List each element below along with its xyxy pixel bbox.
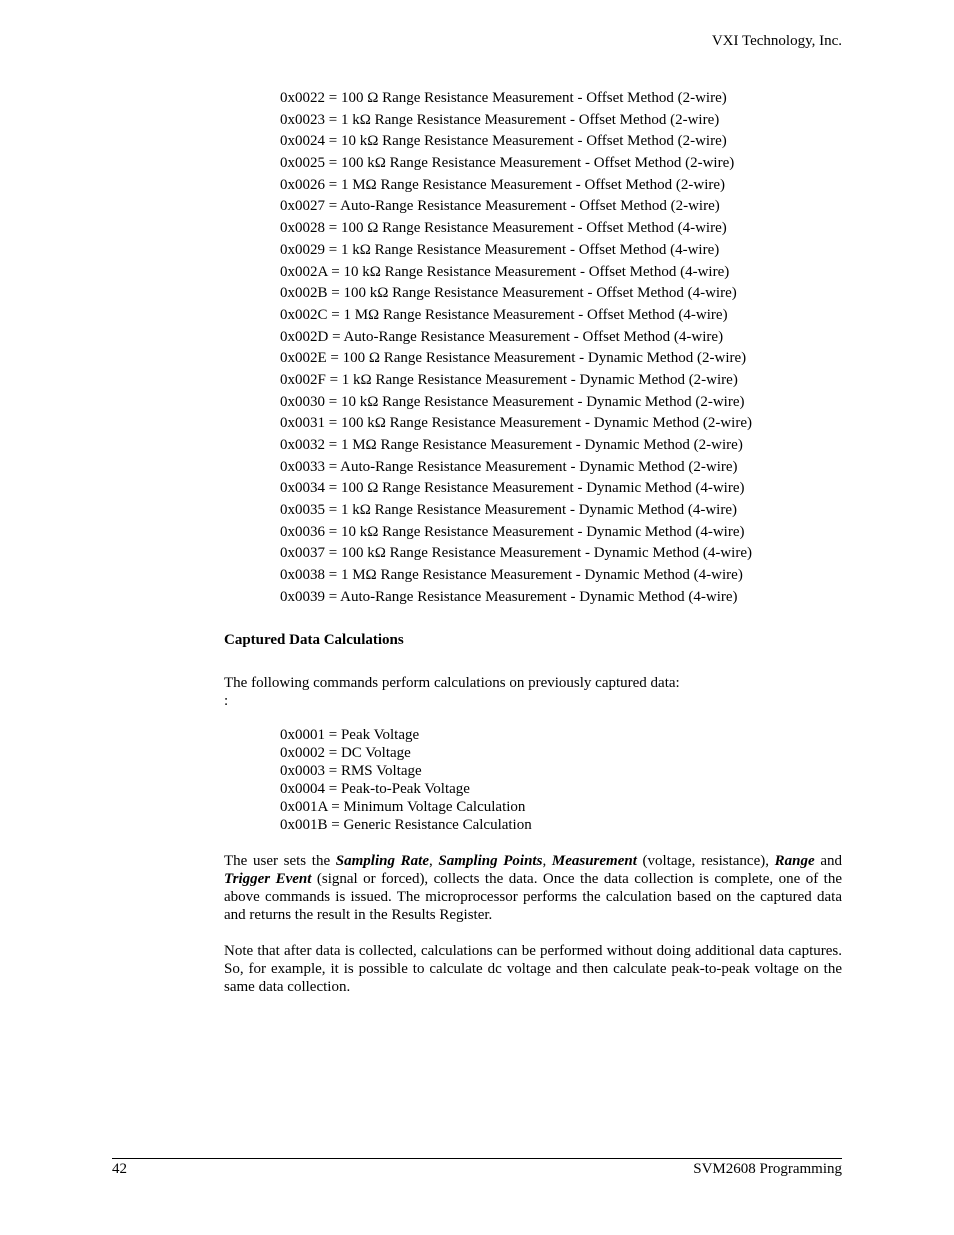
list-item: 0x0025 = 100 kΩ Range Resistance Measurement - Offset Method (2-wire) [280,155,735,172]
section-heading: Captured Data Calculations [224,632,404,648]
running-header: VXI Technology, Inc. [711,33,842,49]
text-run: , [428,853,439,869]
list-item: 0x002B = 100 kΩ Range Resistance Measurement - Offset Method (4-wire) [280,285,737,302]
footer-doc-title: SVM2608 Programming [693,1161,842,1177]
list-item: 0x002C = 1 MΩ Range Resistance Measurement - Offset Method (4-wire) [280,306,728,323]
list-item: 0x002D = Auto-Range Resistance Measurement - Offset Method (4-wire) [280,328,724,345]
list-item: 0x0033 = Auto-Range Resistance Measurement - Dynamic Method (2-wire) [280,458,738,475]
list-item: 0x0029 = 1 kΩ Range Resistance Measurement - Offset Method (4-wire) [280,241,720,258]
list-item: 0x0031 = 100 kΩ Range Resistance Measurement - Dynamic Method (2-wire) [280,415,752,432]
list-item: 0x0004 = Peak-to-Peak Voltage [280,781,470,797]
term-sampling-points: Sampling Points [438,853,543,869]
list-item: 0x0027 = Auto-Range Resistance Measurement - Offset Method (2-wire) [280,198,720,215]
section-intro [224,674,680,710]
list-item: 0x0028 = 100 Ω Range Resistance Measurement - Offset Method (4-wire) [280,220,727,237]
list-item: 0x0002 = DC Voltage [280,745,411,761]
list-item: 0x001B = Generic Resistance Calculation [280,817,532,833]
footer-divider [112,1158,842,1159]
text-run: and [814,853,842,869]
list-item: 0x0038 = 1 MΩ Range Resistance Measurement - Dynamic Method (4-wire) [280,567,743,584]
list-item: 0x002A = 10 kΩ Range Resistance Measurement - Offset Method (4-wire) [280,263,730,280]
page-number: 42 [112,1161,127,1177]
text-run: (signal or forced), collects the data. Once the data collection is complete, one of the above commands is issued. The microprocessor performs the calculation based on the captured data and returns the result in the Results Register. [224,871,842,923]
intro-colon: : [224,693,229,709]
paragraph-workflow [224,852,842,924]
text-run: (voltage, resistance), [636,853,775,869]
list-item: 0x002E = 100 Ω Range Resistance Measurement - Dynamic Method (2-wire) [280,350,747,367]
paragraph-note: Note that after data is collected, calculations can be performed without doing additional data captures. So, for example, it is possible to calculate dc voltage and then calculate peak-to-peak voltage on the same data collection. [224,943,842,995]
text-run: , [542,853,552,869]
list-item: 0x0030 = 10 kΩ Range Resistance Measurement - Dynamic Method (2-wire) [280,393,745,410]
list-item: 0x0032 = 1 MΩ Range Resistance Measurement - Dynamic Method (2-wire) [280,437,743,453]
list-item: 0x0036 = 10 kΩ Range Resistance Measurement - Dynamic Method (4-wire) [280,523,745,540]
list-item: 0x0003 = RMS Voltage [280,763,422,779]
term-range: Range [774,853,815,869]
term-sampling-rate: Sampling Rate [335,853,429,869]
list-item: 0x0023 = 1 kΩ Range Resistance Measurement - Offset Method (2-wire) [280,111,720,128]
list-item: 0x002F = 1 kΩ Range Resistance Measurement - Dynamic Method (2-wire) [280,371,738,388]
list-item: 0x0022 = 100 Ω Range Resistance Measurement - Offset Method (2-wire) [280,90,727,106]
list-item: 0x001A = Minimum Voltage Calculation [280,799,526,815]
list-item: 0x0037 = 100 kΩ Range Resistance Measurement - Dynamic Method (4-wire) [280,545,752,562]
list-item: 0x0035 = 1 kΩ Range Resistance Measurement - Dynamic Method (4-wire) [280,502,737,519]
list-item: 0x0001 = Peak Voltage [280,727,420,743]
term-trigger-event: Trigger Event [224,871,312,887]
list-item: 0x0026 = 1 MΩ Range Resistance Measurement - Offset Method (2-wire) [280,176,726,193]
resistance-code-list [280,88,752,609]
calculation-code-list [280,726,532,834]
intro-text: The following commands perform calculations on previously captured data: [224,675,680,691]
term-measurement: Measurement [551,853,637,869]
list-item: 0x0024 = 10 kΩ Range Resistance Measurement - Offset Method (2-wire) [280,133,727,150]
list-item: 0x0039 = Auto-Range Resistance Measurement - Dynamic Method (4-wire) [280,588,738,605]
text-run: The user sets the [224,853,336,869]
list-item: 0x0034 = 100 Ω Range Resistance Measurement - Dynamic Method (4-wire) [280,480,745,497]
